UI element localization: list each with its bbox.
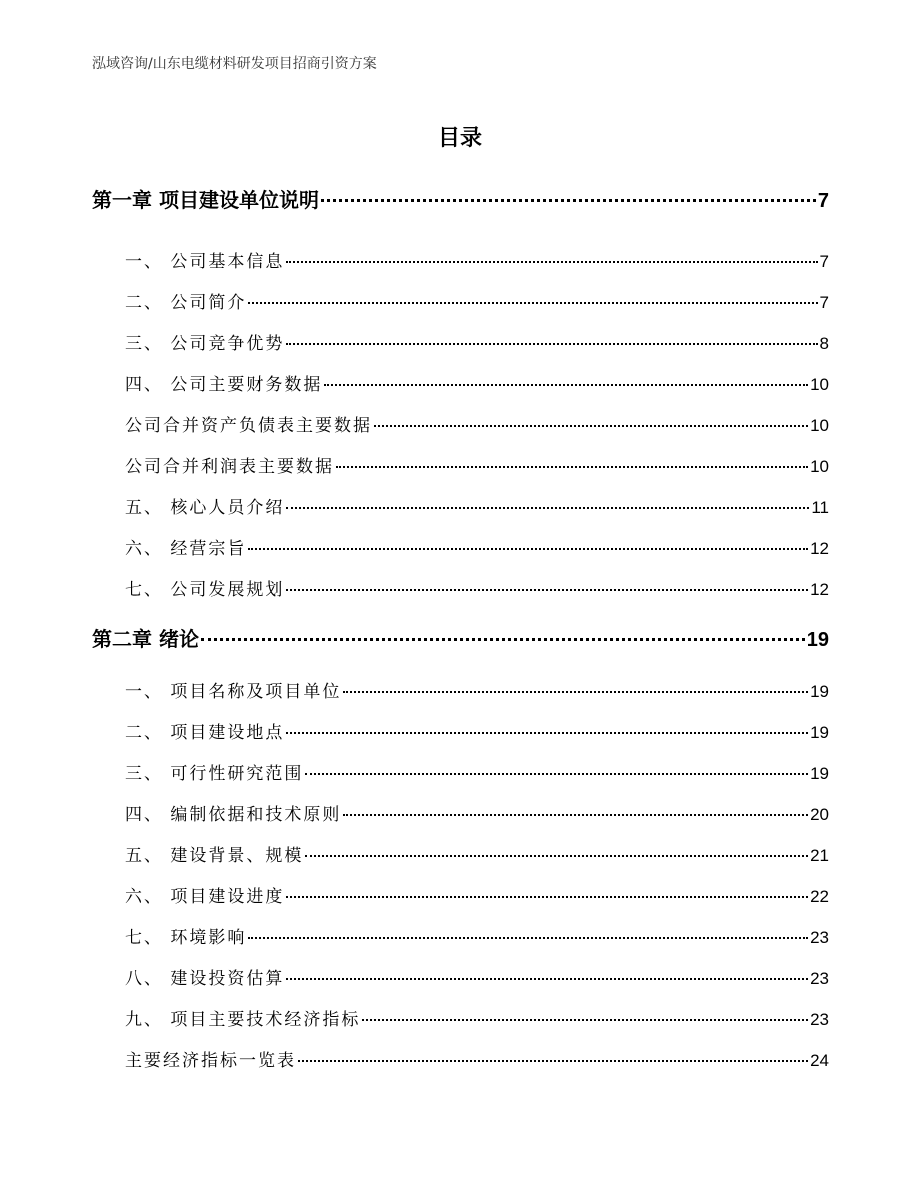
toc-entry[interactable] — [125, 370, 829, 395]
toc-entry-chapter-2[interactable] — [92, 623, 829, 652]
toc-entry-label: 一、 项目名称及项目单位 — [125, 682, 342, 702]
toc-entry-label: 公司合并资产负债表主要数据 — [125, 416, 372, 436]
toc-entry-label: 二、 项目建设地点 — [125, 723, 285, 743]
toc-entry-label: 公司合并利润表主要数据 — [125, 457, 334, 477]
toc-entry-page: 23 — [810, 928, 829, 947]
toc-title: 目录 — [437, 126, 482, 151]
dot-leader — [201, 638, 805, 641]
toc-entry-page: 19 — [810, 764, 829, 783]
toc-entry[interactable] — [125, 575, 829, 600]
toc-entry-page: 21 — [810, 846, 829, 865]
toc-entry-page: 12 — [810, 580, 829, 599]
toc-entry-label: 五、 建设背景、规模 — [125, 846, 304, 866]
toc-entry[interactable] — [125, 882, 829, 907]
toc-entry-label: 三、 公司竞争优势 — [125, 334, 285, 354]
toc-entry-page: 19 — [810, 723, 829, 742]
toc-entry-page: 22 — [810, 887, 829, 906]
toc-entry-label: 第一章 项目建设单位说明 — [92, 188, 319, 212]
toc-entry[interactable] — [125, 329, 829, 354]
toc-entry-label: 七、 公司发展规划 — [125, 580, 285, 600]
toc-entry[interactable] — [125, 534, 829, 559]
toc-entry-page: 12 — [810, 539, 829, 558]
toc-entry-label: 一、 公司基本信息 — [125, 252, 285, 272]
toc-entry-label: 九、 项目主要技术经济指标 — [125, 1010, 361, 1030]
running-header: 泓域咨询/山东电缆材料研发项目招商引资方案 — [92, 56, 377, 72]
toc-entry-label: 四、 公司主要财务数据 — [125, 375, 323, 395]
toc-entry-label: 三、 可行性研究范围 — [125, 764, 304, 784]
toc-entry-page: 23 — [810, 1010, 829, 1029]
toc-entry[interactable] — [125, 1046, 829, 1071]
toc-entry[interactable] — [125, 718, 829, 743]
toc-entry-page: 11 — [811, 498, 829, 517]
toc-entry-label: 二、 公司简介 — [125, 293, 247, 313]
toc-entry-page: 7 — [817, 190, 829, 212]
toc-entry[interactable] — [125, 452, 829, 477]
dot-leader — [286, 261, 817, 263]
toc-entry-page: 10 — [810, 375, 829, 394]
dot-leader — [248, 937, 808, 939]
dot-leader — [248, 548, 808, 550]
dot-leader — [286, 896, 808, 898]
dot-leader — [298, 1060, 808, 1062]
toc-entry[interactable] — [125, 759, 829, 784]
toc-entry-page: 20 — [810, 805, 829, 824]
toc-entry-page: 19 — [810, 682, 829, 701]
toc-entry[interactable] — [125, 800, 829, 825]
toc-entry[interactable] — [125, 677, 829, 702]
toc-entry-label: 七、 环境影响 — [125, 928, 247, 948]
toc-entry-label: 六、 经营宗旨 — [125, 539, 247, 559]
dot-leader — [286, 732, 808, 734]
dot-leader — [374, 425, 808, 427]
toc-entry-label: 四、 编制依据和技术原则 — [125, 805, 342, 825]
toc-entry-label: 六、 项目建设进度 — [125, 887, 285, 907]
toc-entry-chapter-1[interactable] — [92, 184, 829, 213]
toc-entry[interactable] — [125, 1005, 829, 1030]
dot-leader — [248, 302, 817, 304]
dot-leader — [286, 978, 808, 980]
toc-entry[interactable] — [125, 247, 829, 272]
dot-leader — [286, 343, 817, 345]
toc-entry[interactable] — [125, 411, 829, 436]
toc-entry[interactable] — [125, 841, 829, 866]
toc-entry-page: 24 — [810, 1051, 829, 1070]
toc-entry[interactable] — [125, 923, 829, 948]
toc-entry-page: 10 — [810, 416, 829, 435]
dot-leader — [362, 1019, 808, 1021]
toc-entry-label: 五、 核心人员介绍 — [125, 498, 285, 518]
toc-entry-page: 23 — [810, 969, 829, 988]
dot-leader — [286, 589, 808, 591]
toc-entry-page: 10 — [810, 457, 829, 476]
dot-leader — [305, 855, 808, 857]
dot-leader — [343, 691, 808, 693]
toc-entry-label: 八、 建设投资估算 — [125, 969, 285, 989]
dot-leader — [343, 814, 808, 816]
toc-entry-page: 7 — [819, 252, 829, 271]
toc-entry-label: 第二章 绪论 — [92, 627, 199, 651]
toc-entry-page: 19 — [806, 629, 829, 651]
toc-entry-label: 主要经济指标一览表 — [125, 1051, 296, 1071]
dot-leader — [336, 466, 808, 468]
toc-entry[interactable] — [125, 288, 829, 313]
toc-entry-page: 8 — [819, 334, 829, 353]
dot-leader — [324, 384, 808, 386]
toc-entry[interactable] — [125, 493, 829, 518]
toc-entry[interactable] — [125, 964, 829, 989]
dot-leader — [286, 507, 809, 509]
dot-leader — [321, 199, 816, 202]
dot-leader — [305, 773, 808, 775]
toc-entry-page: 7 — [819, 293, 829, 312]
